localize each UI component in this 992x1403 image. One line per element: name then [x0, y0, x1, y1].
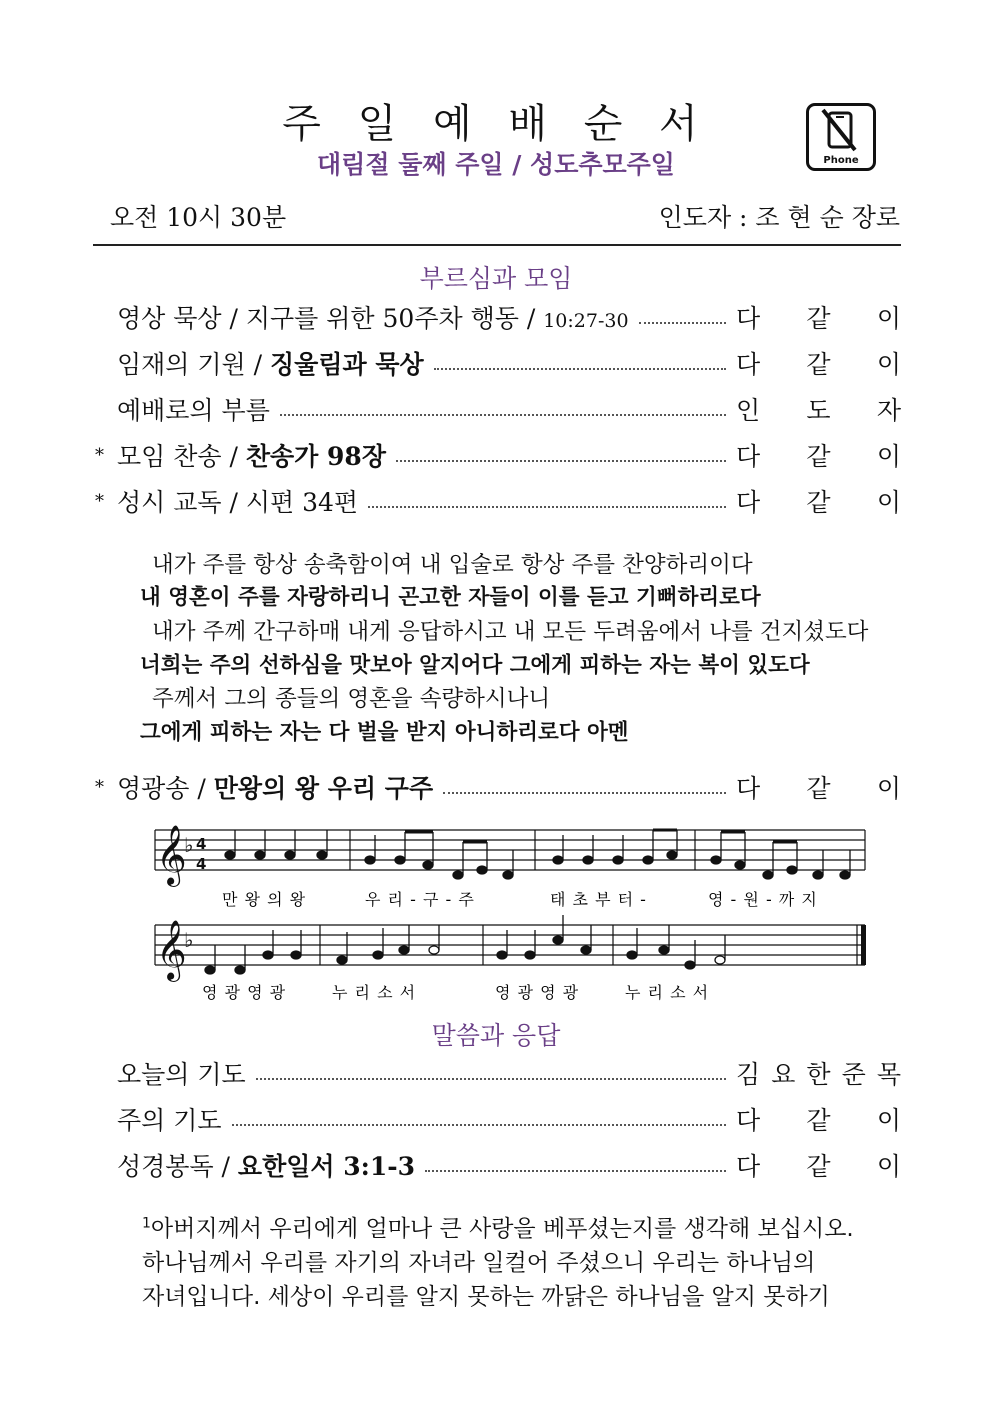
- scripture-line: $^1$아버지께서 우리에게 얼마나 큰 사랑을 베푸셨는지를 생각해 보십시오.: [142, 1215, 854, 1242]
- section-title-calling: 부르심과 모임: [419, 264, 573, 293]
- order-label: 영광송 / 만왕의 왕 우리 구주: [117, 774, 434, 803]
- lyric-segment: 태 초 부 터 -: [550, 890, 647, 909]
- order-participant: 다 같 이: [736, 1152, 901, 1181]
- lyric-segment: 우 리 - 구 - 주: [365, 890, 475, 909]
- order-row: [95, 346, 901, 380]
- order-participant: 다 같 이: [736, 304, 901, 333]
- lyric-segment: 누 리 소 서: [625, 983, 710, 1002]
- psalm-line-people: 내 영혼이 주를 자랑하리니 곤고한 자들이 이를 듣고 기뻐하리로다: [140, 585, 761, 610]
- scripture-line: 자녀입니다. 세상이 우리를 알지 못하는 까닭은 하나님을 알지 못하기: [142, 1284, 830, 1310]
- leader-dots: [368, 494, 726, 508]
- order-participant: 다 같 이: [736, 1106, 901, 1135]
- page-title: 주 일 예 배 순 서: [282, 101, 710, 147]
- order-label: 주의 기도: [117, 1106, 222, 1135]
- service-leader: 인도자 : 조 현 순 장로: [658, 203, 900, 232]
- order-row-gloria: [95, 770, 901, 804]
- standing-mark: *: [95, 490, 104, 512]
- psalm-line-people: 그에게 피하는 자는 다 벌을 받지 아니하리로다 아멘: [140, 720, 629, 745]
- order-label: 임재의 기원 / 징울림과 묵상: [117, 350, 424, 379]
- leader-dots: [280, 402, 726, 416]
- no-phone-icon: [806, 103, 876, 171]
- lyric-segment: 누 리 소 서: [332, 983, 417, 1002]
- order-participant: 김 요 한 준 목: [736, 1060, 901, 1089]
- treble-clef-icon: 𝄞: [156, 825, 187, 885]
- lyric-segment: 영 - 원 - 까 지: [708, 890, 818, 909]
- order-row: [95, 1056, 901, 1090]
- leader-dots: [443, 780, 726, 794]
- header-divider: [93, 244, 901, 246]
- order-participant: 다 같 이: [736, 488, 901, 517]
- flat-key-icon: ♭: [184, 833, 194, 857]
- standing-mark: *: [95, 776, 104, 798]
- order-participant: 다 같 이: [736, 774, 901, 803]
- leader-dots: [434, 356, 726, 370]
- order-label: 예배로의 부름: [117, 396, 270, 425]
- leader-dots: [396, 448, 726, 462]
- treble-clef-icon: 𝄞: [156, 920, 187, 980]
- service-time: 오전 10시 30분: [110, 203, 287, 232]
- psalm-line-leader: 주께서 그의 종들의 영혼을 속량하시나니: [152, 686, 551, 712]
- order-participant: 다 같 이: [736, 350, 901, 379]
- order-row: [95, 1102, 901, 1136]
- time-signature-icon: 4: [196, 835, 207, 853]
- order-label: 모임 찬송 / 찬송가 98장: [117, 442, 386, 471]
- leader-dots: [232, 1112, 726, 1126]
- verse-number: 1: [142, 1215, 151, 1232]
- leader-dots: [256, 1066, 726, 1080]
- leader-dots: [425, 1158, 726, 1172]
- order-participant: 인 도 자: [736, 396, 901, 425]
- standing-mark: *: [95, 444, 104, 466]
- leader-dots: [639, 310, 726, 324]
- page-subtitle: 대림절 둘째 주일 / 성도추모주일: [317, 150, 675, 179]
- flat-key-icon: ♭: [184, 928, 194, 952]
- order-row: [95, 438, 901, 472]
- order-label: 성경봉독 / 요한일서 3:1-3: [117, 1152, 416, 1181]
- time-signature-icon: 4: [196, 855, 207, 873]
- lyric-segment: 영 광 영 광: [495, 983, 580, 1002]
- order-label: 성시 교독 / 시편 34편: [117, 488, 359, 517]
- scripture-line: 하나님께서 우리를 자기의 자녀라 일컬어 주셨으니 우리는 하나님의: [142, 1250, 816, 1276]
- section-title-word: 말씀과 응답: [431, 1021, 561, 1050]
- phone-icon-label: Phone: [823, 155, 859, 166]
- order-participant: 다 같 이: [736, 442, 901, 471]
- order-row: [95, 392, 901, 426]
- psalm-line-people: 너희는 주의 선하심을 맛보아 알지어다 그에게 피하는 자는 복이 있도다: [140, 653, 810, 678]
- psalm-line-leader: 내가 주께 간구하매 내게 응답하시고 내 모든 두려움에서 나를 건지셨도다: [152, 619, 869, 645]
- sheet-music: [150, 820, 870, 1010]
- lyric-segment: 영 광 영 광: [202, 983, 287, 1002]
- order-label: 오늘의 기도: [117, 1060, 246, 1089]
- order-row: [95, 300, 901, 334]
- lyric-segment: 만 왕 의 왕: [222, 890, 307, 909]
- order-row: [95, 1148, 901, 1182]
- video-timecode: 10:27-30: [543, 310, 629, 332]
- psalm-line-leader: 내가 주를 항상 송축함이여 내 입술로 항상 주를 찬양하리이다: [152, 552, 753, 578]
- order-row: [95, 484, 901, 518]
- order-label: 영상 묵상 / 지구를 위한 50주차 행동 / 10:27-30: [117, 304, 629, 333]
